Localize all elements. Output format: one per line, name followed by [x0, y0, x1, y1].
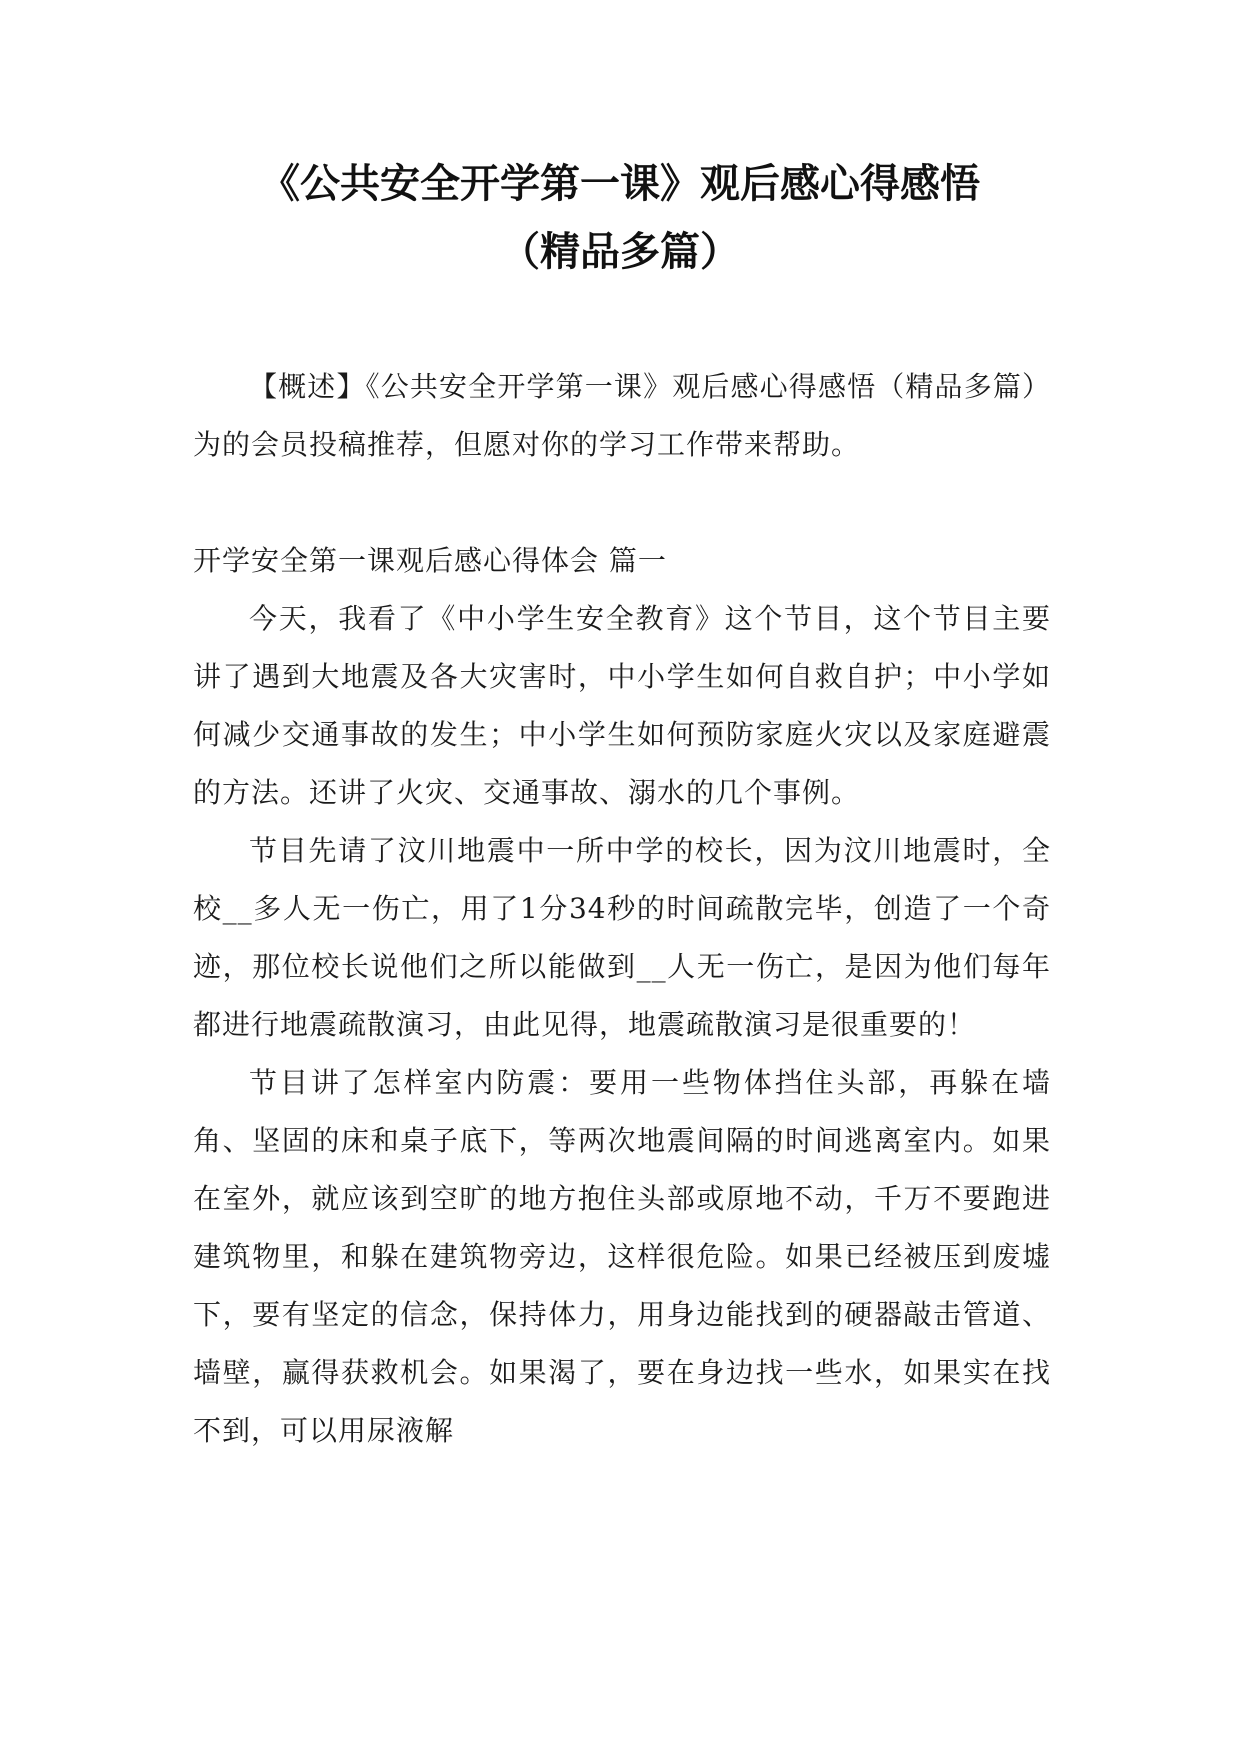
body-paragraph-3: 节目讲了怎样室内防震：要用一些物体挡住头部，再躲在墙角、坚固的床和桌子底下，等两次地震间隔的时间逃离室内。如果在室外，就应该到空旷的地方抱住头部或原地不动，千万不要跑进建筑物里，和躲在建筑物旁边，这样很危险。如果已经被压到废墟下，要有坚定的信念，保持体力，用身边能找到的硬器敲击管道、墙壁，赢得获救机会。如果渴了，要在身边找一些水，如果实在找不到，可以用尿液解: [193, 1066, 1051, 1447]
body-paragraph-1: 今天，我看了《中小学生安全教育》这个节目，这个节目主要讲了遇到大地震及各大灾害时，中小学生如何自救自护；中小学如何减少交通事故的发生；中小学生如何预防家庭火灾以及家庭避震的方法。还讲了火灾、交通事故、溺水的几个事例。: [193, 602, 1051, 809]
document-body: [193, 358, 1051, 1460]
title-line-1: 《公共安全开学第一课》观后感心得感悟: [260, 161, 980, 207]
body-paragraph-2: 节目先请了汶川地震中一所中学的校长，因为汶川地震时，全校__多人无一伤亡，用了1分34秒的时间疏散完毕，创造了一个奇迹，那位校长说他们之所以能做到__人无一伤亡，是因为他们每年都进行地震疏散演习，由此见得，地震疏散演习是很重要的！: [193, 834, 1051, 1041]
document-title: [160, 150, 1080, 286]
summary-paragraph: 【概述】《公共安全开学第一课》观后感心得感悟（精品多篇）为的会员投稿推荐，但愿对你的学习工作带来帮助。: [193, 370, 1051, 461]
title-line-2: （精品多篇）: [500, 229, 740, 275]
section-heading: 开学安全第一课观后感心得体会 篇一: [193, 544, 667, 577]
